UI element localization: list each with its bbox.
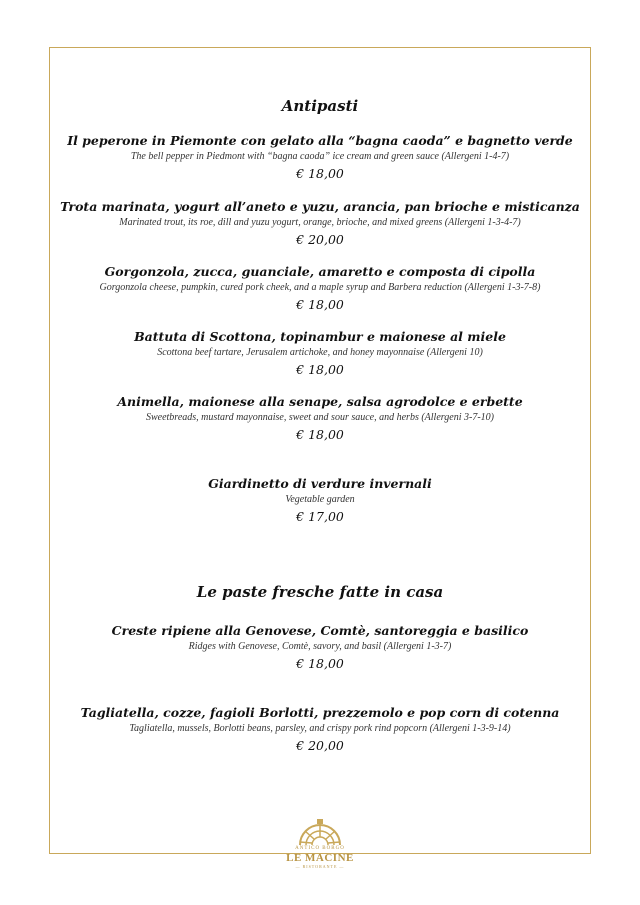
dish-name: Il peperone in Piemonte con gelato alla “bagna caoda” e bagnetto verde — [67, 133, 573, 148]
logo-line1: ANTICO BORGO — [295, 846, 345, 851]
dish-description: Scottona beef tartare, Jerusalem artichoke, and honey mayonnaise (Allergeni 10) — [157, 347, 483, 358]
dish-price: € 20,00 — [296, 232, 344, 247]
section-title-antipasti: Antipasti — [281, 97, 359, 115]
dish-price: € 20,00 — [296, 738, 344, 753]
restaurant-logo — [285, 818, 355, 878]
dish-name: Tagliatella, cozze, fagioli Borlotti, prezzemolo e pop corn di cotenna — [80, 705, 560, 720]
menu-item — [0, 476, 640, 526]
dish-name: Battuta di Scottona, topinambur e maionese al miele — [134, 329, 506, 344]
mill-wheel-icon — [297, 818, 343, 846]
dish-price: € 18,00 — [296, 297, 344, 312]
section-title-paste: Le paste fresche fatte in casa — [196, 583, 444, 601]
dish-price: € 18,00 — [296, 656, 344, 671]
logo-line3: — RISTORANTE — — [295, 864, 345, 869]
dish-price: € 18,00 — [296, 427, 344, 442]
dish-name: Gorgonzola, zucca, guanciale, amaretto e composta di cipolla — [104, 264, 536, 279]
dish-description: Sweetbreads, mustard mayonnaise, sweet and sour sauce, and herbs (Allergeni 3-7-10) — [145, 412, 494, 423]
dish-description: Gorgonzola cheese, pumpkin, cured pork cheek, and a maple syrup and Barbera reduction (Allergeni 1-3-7-8) — [99, 282, 541, 293]
menu-item — [0, 623, 640, 673]
dish-name: Trota marinata, yogurt all’aneto e yuzu, arancia, pan brioche e misticanza — [60, 199, 580, 214]
dish-description: The bell pepper in Piedmont with “bagna caoda” ice cream and green sauce (Allergeni 1-4-7) — [130, 151, 510, 162]
dish-description: Marinated trout, its roe, dill and yuzu yogurt, orange, brioche, and mixed greens (Allergeni 1-3-4-7) — [119, 217, 521, 228]
dish-description: Vegetable garden — [285, 494, 355, 505]
dish-name: Creste ripiene alla Genovese, Comtè, santoreggia e basilico — [111, 623, 529, 638]
menu-item — [0, 329, 640, 379]
dish-description: Ridges with Genovese, Comtè, savory, and basil (Allergeni 1-3-7) — [188, 641, 452, 652]
menu-item — [0, 199, 640, 249]
dish-description: Tagliatella, mussels, Borlotti beans, parsley, and crispy pork rind popcorn (Allergeni 1-3-9-14) — [129, 723, 511, 734]
menu-item — [0, 264, 640, 314]
menu-item — [0, 705, 640, 755]
logo-line2: LE MACINE — [286, 852, 354, 864]
dish-price: € 17,00 — [296, 509, 344, 524]
menu-item — [0, 133, 640, 183]
dish-price: € 18,00 — [296, 362, 344, 377]
dish-name: Giardinetto di verdure invernali — [208, 476, 432, 491]
dish-name: Animella, maionese alla senape, salsa agrodolce e erbette — [117, 394, 523, 409]
dish-price: € 18,00 — [296, 166, 344, 181]
menu-item — [0, 394, 640, 444]
